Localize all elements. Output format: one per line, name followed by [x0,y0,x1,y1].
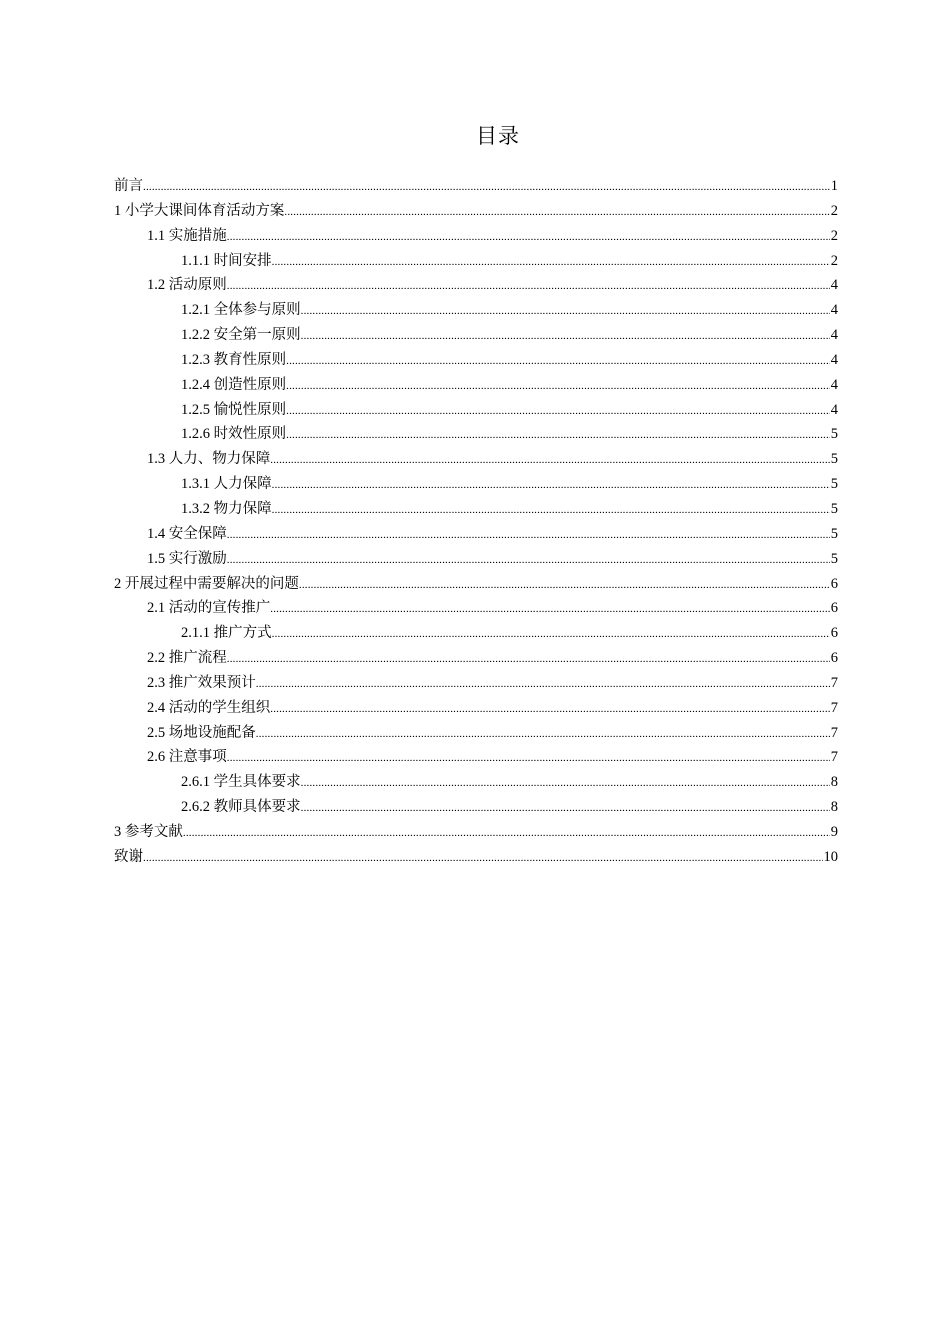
toc-dot-leader [143,175,830,200]
toc-page-number: 4 [830,351,838,368]
toc-entry-title: 1.2.4 创造性原则 [181,376,287,393]
toc-entry-title: 2.1 活动的宣传推广 [147,600,271,617]
toc-dot-leader [301,796,830,821]
toc-dot-leader [299,573,830,598]
toc-dot-leader [183,821,830,846]
toc-page-number: 7 [830,749,838,766]
toc-entry[interactable] [114,298,838,323]
toc-page-number: 5 [830,550,838,567]
toc-entry[interactable] [114,522,838,547]
toc-dot-leader [227,548,830,573]
toc-page-number: 4 [830,327,838,344]
toc-dot-leader [256,722,830,747]
toc-entry-title: 1.1 实施措施 [147,227,227,244]
toc-dot-leader [270,448,830,473]
toc-dot-leader [301,299,830,324]
toc-entry-title: 1.2.1 全体参与原则 [181,302,301,319]
toc-entry-title: 1.2 活动原则 [147,277,227,294]
toc-entry-title: 前言 [114,178,143,194]
toc-entry[interactable] [114,348,838,373]
toc-page-number: 8 [830,774,838,791]
toc-page-number: 6 [830,625,838,642]
toc-dot-leader [272,250,830,275]
toc-entry[interactable] [114,273,838,298]
toc-dot-leader [272,622,830,647]
toc-page-number: 9 [830,823,838,840]
toc-dot-leader [227,225,830,250]
toc-page-number: 2 [830,227,838,244]
toc-entry-title: 1.3 人力、物力保障 [147,451,271,468]
toc-page-number: 5 [830,500,838,517]
toc-entry[interactable] [114,820,838,845]
toc-page-number: 8 [830,799,838,816]
toc-entry-title: 2.5 场地设施配备 [147,724,256,741]
toc-entry-title: 1.5 实行激励 [147,550,227,567]
toc-entry-title: 1.2.6 时效性原则 [181,426,287,443]
toc-entry[interactable] [114,174,838,199]
toc-page-number: 6 [830,600,838,617]
toc-entry-title: 1.4 安全保障 [147,525,227,542]
toc-entry-title: 1.1.1 时间安排 [181,252,272,269]
toc-entry[interactable] [114,596,838,621]
toc-entry-title: 2.6.1 学生具体要求 [181,774,301,791]
toc-page-number: 4 [830,277,838,294]
toc-dot-leader [286,423,830,448]
toc-entry-title: 2.2 推广流程 [147,650,227,667]
toc-page-number: 6 [830,650,838,667]
toc-page-number: 5 [830,476,838,493]
toc-dot-leader [272,473,830,498]
page-title: 目录 [476,124,520,148]
toc-page-number: 7 [830,699,838,716]
toc-page-number: 4 [830,376,838,393]
toc-dot-leader [301,324,830,349]
toc-entry[interactable] [114,671,838,696]
toc-page-number: 1 [830,178,838,194]
toc-page-number: 7 [830,674,838,691]
toc-entry[interactable] [114,845,838,870]
toc-entry[interactable] [114,795,838,820]
toc-page-number: 6 [830,575,838,592]
toc-page-number: 4 [830,302,838,319]
toc-entry[interactable] [114,199,838,224]
toc-entry[interactable] [114,249,838,274]
toc-entry[interactable] [114,547,838,572]
toc-entry[interactable] [114,472,838,497]
toc-page-number: 5 [830,525,838,542]
toc-dot-leader [286,349,830,374]
toc-dot-leader [256,672,830,697]
toc-dot-leader [227,523,830,548]
toc-entry-title: 2 开展过程中需要解决的问题 [114,575,299,592]
toc-entry-title: 1.3.1 人力保障 [181,476,272,493]
toc-entry-title: 2.4 活动的学生组织 [147,699,271,716]
toc-entry[interactable] [114,572,838,597]
toc-entry-title: 1 小学大课间体育活动方案 [114,202,285,219]
toc-dot-leader [286,399,830,424]
toc-entry[interactable] [114,323,838,348]
toc-entry-title: 1.2.3 教育性原则 [181,351,287,368]
toc-entry[interactable] [114,621,838,646]
toc-entry[interactable] [114,646,838,671]
toc-dot-leader [270,697,830,722]
toc-entry-title: 3 参考文献 [114,823,183,840]
toc-page-number: 10 [823,848,838,865]
toc-dot-leader [270,597,830,622]
toc-entry[interactable] [114,497,838,522]
toc-page-number: 7 [830,724,838,741]
toc-entry[interactable] [114,422,838,447]
toc-page-number: 5 [830,451,838,468]
toc-dot-leader [272,498,830,523]
toc-entry[interactable] [114,721,838,746]
toc-entry-title: 2.1.1 推广方式 [181,625,272,642]
table-of-contents [114,174,838,870]
toc-entry-title: 致谢 [114,848,143,865]
toc-entry-title: 2.6 注意事项 [147,749,227,766]
toc-dot-leader [284,200,829,225]
toc-entry-title: 2.6.2 教师具体要求 [181,799,301,816]
toc-dot-leader [227,274,830,299]
toc-entry[interactable] [114,373,838,398]
toc-entry-title: 1.2.5 愉悦性原则 [181,401,287,418]
toc-dot-leader [301,771,830,796]
toc-dot-leader [286,374,830,399]
toc-dot-leader [227,647,830,672]
toc-entry[interactable] [114,447,838,472]
toc-entry-title: 1.2.2 安全第一原则 [181,327,301,344]
toc-dot-leader [143,846,823,871]
toc-entry[interactable] [114,224,838,249]
toc-entry-title: 1.3.2 物力保障 [181,500,272,517]
toc-page-number: 4 [830,401,838,418]
toc-dot-leader [227,746,830,771]
toc-page-number: 2 [830,252,838,269]
toc-entry[interactable] [114,696,838,721]
toc-entry[interactable] [114,398,838,423]
toc-entry[interactable] [114,745,838,770]
toc-page-number: 5 [830,426,838,443]
toc-page-number: 2 [830,202,838,219]
toc-entry-title: 2.3 推广效果预计 [147,674,256,691]
toc-entry[interactable] [114,770,838,795]
